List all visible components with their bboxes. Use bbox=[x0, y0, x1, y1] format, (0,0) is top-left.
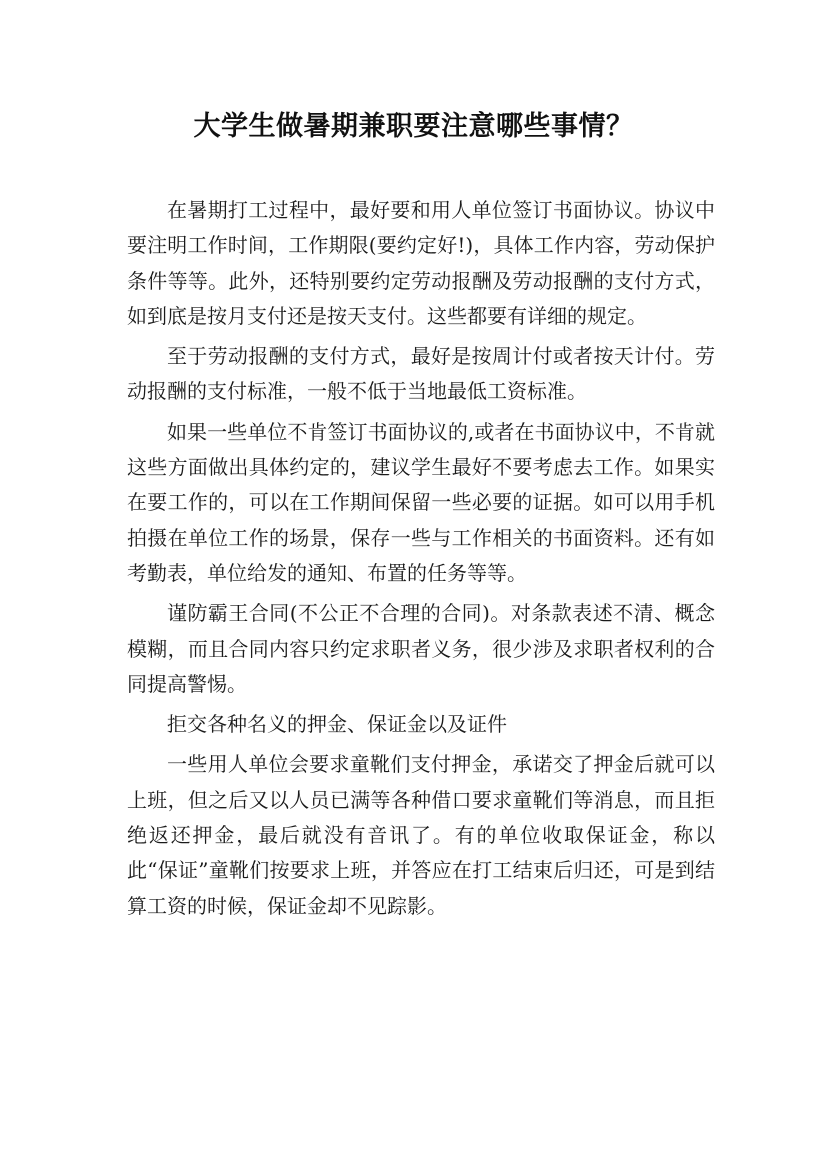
paragraph-unfair-contract: 谨防霸王合同(不公正不合理的合同)。对条款表述不清、概念模糊，而且合同内容只约定求职者义务，很少涉及求职者权利的合同提高警惕。 bbox=[127, 601, 715, 696]
paragraph-deposit-scam: 一些用人单位会要求童靴们支付押金，承诺交了押金后就可以上班，但之后又以人员已满等各种借口要求童靴们等消息，而且拒绝返还押金，最后就没有音讯了。有的单位收取保证金，称以此“保证”童靴们按要求上班，并答应在打工结束后归还，可是到结算工资的时候，保证金却不见踪影。 bbox=[127, 752, 715, 918]
paragraph-written-agreement: 在暑期打工过程中，最好要和用人单位签订书面协议。协议中要注明工作时间，工作期限(要约定好!)，具体工作内容，劳动保护条件等等。此外，还特别要约定劳动报酬及劳动报酬的支付方式，如到底是按月支付还是按天支付。这些都要有详细的规定。 bbox=[127, 198, 715, 328]
paragraph-refuse-deposit-heading: 拒交各种名义的押金、保证金以及证件 bbox=[167, 712, 507, 737]
paragraph-payment-method: 至于劳动报酬的支付方式，最好是按周计付或者按天计付。劳动报酬的支付标准，一般不低于当地最低工资标准。 bbox=[127, 344, 715, 404]
document-body bbox=[127, 193, 715, 924]
paragraph-keep-evidence: 如果一些单位不肯签订书面协议的,或者在书面协议中，不肯就这些方面做出具体约定的，建议学生最好不要考虑去工作。如果实在要工作的，可以在工作期间保留一些必要的证据。如可以用手机拍摄在单位工作的场景，保存一些与工作相关的书面资料。还有如考勤表，单位给发的通知、布置的任务等等。 bbox=[127, 419, 715, 585]
document-title: 大学生做暑期兼职要注意哪些事情？ bbox=[193, 111, 634, 142]
